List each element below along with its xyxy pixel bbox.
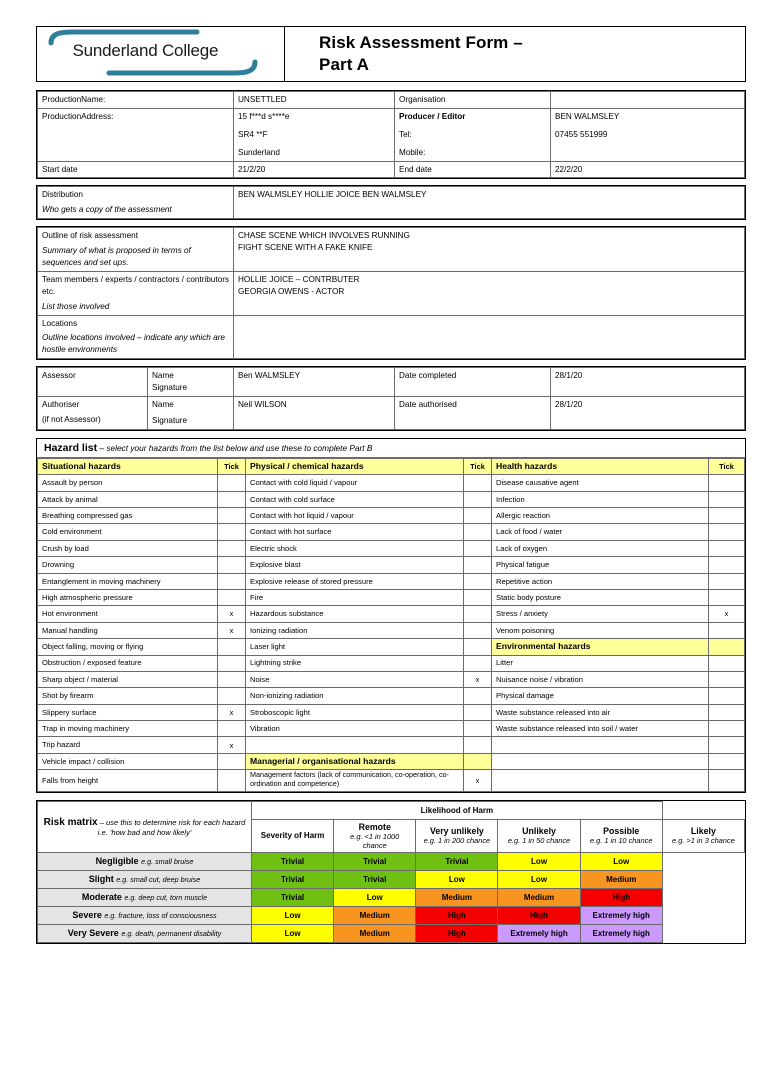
risk-matrix-cell: Medium [580, 870, 662, 888]
physical-hazard-tick[interactable] [464, 573, 492, 589]
col2-header: Physical / chemical hazards [246, 458, 464, 474]
health-hazard-name: Lack of food / water [492, 524, 709, 540]
likelihood-column-header [498, 819, 580, 852]
environmental-hazard-name: Waste substance released into soil / water [492, 721, 709, 737]
risk-matrix-row [38, 852, 745, 870]
team-line-1: HOLLIE JOICE – CONTRBUTER [238, 274, 360, 284]
outline-label-cell [38, 228, 234, 272]
physical-hazard-name: Contact with hot surface [246, 524, 464, 540]
production-address-value[interactable] [234, 108, 395, 161]
environmental-hazard-name: Litter [492, 655, 709, 671]
situational-hazard-tick[interactable] [218, 655, 246, 671]
table-row [38, 557, 745, 573]
mobile-value: 07455 551999 [555, 129, 608, 139]
risk-matrix-cell: Medium [334, 924, 416, 942]
table-row [38, 639, 745, 655]
situational-hazard-name: Cold environment [38, 524, 218, 540]
environmental-hazard-name: Waste substance released into air [492, 704, 709, 720]
situational-hazard-tick[interactable] [218, 671, 246, 687]
physical-hazard-name: Ionizing radiation [246, 622, 464, 638]
hazard-list-table [37, 458, 745, 792]
signoff-table [36, 366, 746, 431]
physical-hazard-name: Laser light [246, 639, 464, 655]
authoriser-name-label: Name [152, 400, 174, 410]
table-row [38, 368, 745, 397]
physical-hazard-tick[interactable] [464, 737, 492, 753]
table-row [38, 589, 745, 605]
physical-hazard-tick[interactable] [464, 589, 492, 605]
authoriser-name-signature-labels [148, 397, 234, 430]
situational-hazard-tick[interactable] [218, 507, 246, 523]
situational-hazard-tick[interactable] [218, 540, 246, 556]
table-row [38, 671, 745, 687]
health-hazard-tick[interactable] [709, 507, 745, 523]
table-row [38, 540, 745, 556]
risk-matrix-cell: Medium [416, 888, 498, 906]
team-label-cell [38, 271, 234, 315]
assessor-value[interactable]: Ben WALMSLEY [234, 368, 395, 397]
col1-header: Situational hazards [38, 458, 218, 474]
situational-hazard-tick[interactable] [218, 721, 246, 737]
likelihood-column-name: Possible [603, 826, 640, 837]
risk-matrix-title-cell [38, 801, 252, 852]
date-completed-value[interactable]: 28/1/20 [551, 368, 745, 397]
table-row [38, 770, 745, 791]
likelihood-column-name: Unlikely [522, 826, 556, 837]
risk-matrix-cell: High [498, 906, 580, 924]
hazard-header-row [38, 458, 745, 474]
risk-matrix-cell: High [416, 906, 498, 924]
form-header [36, 26, 746, 82]
risk-matrix-cell: Low [498, 870, 580, 888]
table-row [38, 737, 745, 753]
physical-hazard-name: Contact with cold surface [246, 491, 464, 507]
likelihood-column-example: e.g. 1 in 50 chance [507, 836, 571, 846]
hazard-list-heading-bold: Hazard list [44, 441, 98, 454]
health-hazard-tick[interactable] [709, 540, 745, 556]
severity-row-name: Very Severe [67, 928, 122, 939]
date-authorised-value[interactable]: 28/1/20 [551, 397, 745, 430]
environmental-hazards-header: Environmental hazards [492, 639, 709, 655]
situational-hazard-tick[interactable]: x [218, 737, 246, 753]
physical-hazard-name: Lightning strike [246, 655, 464, 671]
table-row [38, 108, 745, 161]
form-title-line1: Risk Assessment Form – [319, 32, 523, 52]
situational-hazard-name: High atmospheric pressure [38, 589, 218, 605]
environmental-hazard-tick[interactable] [709, 688, 745, 704]
managerial-hazard-tick[interactable]: x [464, 770, 492, 791]
risk-matrix-row [38, 888, 745, 906]
distribution-value[interactable]: BEN WALMSLEY HOLLIE JOICE BEN WALMSLEY [234, 187, 745, 219]
environmental-hazard-tick[interactable] [709, 704, 745, 720]
table-row [38, 475, 745, 491]
physical-hazard-tick[interactable] [464, 655, 492, 671]
risk-matrix-cell: Extremely high [498, 924, 580, 942]
table-row [38, 655, 745, 671]
likelihood-column-example: e.g. >1 in 3 chance [672, 836, 735, 846]
locations-value[interactable] [234, 315, 745, 359]
assessor-signature-label: Signature [152, 383, 188, 393]
severity-row-example: e.g. deep cut, torn muscle [124, 893, 208, 903]
risk-matrix-cell: Extremely high [580, 924, 662, 942]
empty-tick [709, 770, 745, 791]
risk-matrix-cell: Extremely high [580, 906, 662, 924]
team-label: Team members / experts / contractors / contributors etc. [42, 274, 230, 296]
outline-line-2: FIGHT SCENE WITH A FAKE KNIFE [238, 243, 373, 253]
health-hazard-tick[interactable] [709, 475, 745, 491]
likelihood-column-name: Remote [358, 821, 391, 832]
address-line-2: SR4 **F [238, 129, 268, 139]
table-row [38, 397, 745, 430]
physical-hazard-tick[interactable] [464, 622, 492, 638]
physical-hazard-tick[interactable] [464, 491, 492, 507]
distribution-sub: Who gets a copy of the assessment [42, 205, 172, 215]
production-name-label: ProductionName: [38, 92, 234, 109]
physical-hazard-name: Contact with hot liquid / vapour [246, 507, 464, 523]
physical-hazard-name [246, 737, 464, 753]
distribution-label: Distribution [42, 190, 83, 200]
likelihood-column-header [580, 819, 662, 852]
situational-hazard-name: Vehicle impact / collision [38, 753, 218, 769]
health-hazard-name: Allergic reaction [492, 507, 709, 523]
production-name-value[interactable]: UNSETTLED [234, 92, 395, 109]
form-title [285, 27, 745, 81]
likelihood-column-header [662, 819, 744, 852]
situational-hazard-name: Crush by load [38, 540, 218, 556]
risk-matrix-cell: Low [252, 906, 334, 924]
health-hazard-tick[interactable] [709, 491, 745, 507]
environmental-hazard-name: Nuisance noise / vibration [492, 671, 709, 687]
team-sub: List those involved [42, 301, 110, 311]
assessor-name-signature-labels [148, 368, 234, 397]
table-row [38, 721, 745, 737]
table-row [38, 315, 745, 359]
table-row [38, 271, 745, 315]
situational-hazard-tick[interactable]: x [218, 704, 246, 720]
likelihood-column-example: e.g. <1 in 1000 chance [350, 831, 400, 850]
environmental-hazard-tick[interactable] [709, 721, 745, 737]
severity-row-header [38, 906, 252, 924]
risk-matrix-cell: Low [498, 852, 580, 870]
situational-hazard-tick[interactable] [218, 573, 246, 589]
health-hazard-tick[interactable] [709, 524, 745, 540]
table-row [38, 491, 745, 507]
managerial-hazards-header: Managerial / organisational hazards [246, 753, 464, 769]
outline-line-1: CHASE SCENE WHICH INVOLVES RUNNING [238, 231, 410, 241]
situational-hazard-tick[interactable] [218, 524, 246, 540]
physical-hazard-tick[interactable] [464, 557, 492, 573]
assessor-name-label: Name [152, 371, 174, 381]
physical-hazard-tick[interactable] [464, 507, 492, 523]
college-logo [37, 27, 285, 81]
risk-matrix-table [37, 801, 745, 943]
situational-hazard-name: Manual handling [38, 622, 218, 638]
physical-hazard-name: Electric shock [246, 540, 464, 556]
physical-hazard-tick[interactable] [464, 639, 492, 655]
severity-row-name: Slight [88, 874, 117, 885]
physical-hazard-name: Explosive release of stored pressure [246, 573, 464, 589]
production-address-label: ProductionAddress: [38, 108, 234, 161]
environmental-hazard-name: Physical damage [492, 688, 709, 704]
physical-hazard-tick[interactable] [464, 524, 492, 540]
physical-hazard-name: Stroboscopic light [246, 704, 464, 720]
risk-matrix-title-italic: – use this to determine risk for each hazard i.e. 'how bad and how likely' [97, 817, 246, 837]
risk-matrix-section [36, 800, 746, 944]
situational-hazard-tick[interactable] [218, 475, 246, 491]
hazard-list-heading-italic: – select your hazards from the list below and use these to complete Part B [97, 442, 373, 453]
risk-matrix-cell: Trivial [334, 852, 416, 870]
risk-matrix-cell: Trivial [252, 870, 334, 888]
start-date-value[interactable]: 21/2/20 [234, 161, 395, 178]
situational-hazard-tick[interactable] [218, 688, 246, 704]
risk-matrix-cell: Trivial [334, 870, 416, 888]
physical-hazard-tick[interactable] [464, 475, 492, 491]
risk-matrix-row [38, 924, 745, 942]
producer-contact-labels [395, 108, 551, 161]
risk-matrix-title-bold: Risk matrix [43, 816, 98, 828]
health-hazard-tick[interactable]: x [709, 606, 745, 622]
severity-row-name: Negligible [95, 856, 142, 867]
health-hazard-name: Stress / anxiety [492, 606, 709, 622]
hazard-list-heading [37, 439, 745, 458]
situational-hazard-tick[interactable] [218, 589, 246, 605]
table-row [38, 606, 745, 622]
empty-cell [492, 770, 709, 791]
physical-hazard-name: Hazardous substance [246, 606, 464, 622]
authoriser-value[interactable]: Neil WILSON [234, 397, 395, 430]
health-hazard-tick[interactable] [709, 622, 745, 638]
health-hazard-name: Physical fatigue [492, 557, 709, 573]
outline-value[interactable] [234, 228, 745, 272]
authoriser-label-cell [38, 397, 148, 430]
severity-row-example: e.g. fracture, loss of consciousness [104, 911, 217, 921]
table-row [38, 801, 745, 819]
situational-hazard-name: Assault by person [38, 475, 218, 491]
tel-label: Tel: [399, 129, 412, 139]
production-info-table [36, 90, 746, 179]
severity-row-header [38, 888, 252, 906]
risk-matrix-row [38, 906, 745, 924]
risk-matrix-cell: Medium [498, 888, 580, 906]
situational-hazard-tick[interactable]: x [218, 622, 246, 638]
situational-hazard-name: Hot environment [38, 606, 218, 622]
situational-hazard-name: Trap in moving machinery [38, 721, 218, 737]
authoriser-signature-label: Signature [152, 415, 188, 425]
severity-row-name: Moderate [81, 892, 125, 903]
table-row [38, 161, 745, 178]
health-hazard-name: Infection [492, 491, 709, 507]
risk-matrix-cell: Low [416, 870, 498, 888]
address-line-1: 15 f***d s****e [238, 111, 290, 121]
physical-hazard-tick[interactable]: x [464, 671, 492, 687]
likelihood-header: Likelihood of Harm [252, 801, 663, 819]
situational-hazard-name: Attack by animal [38, 491, 218, 507]
situational-hazard-tick[interactable] [218, 639, 246, 655]
risk-matrix-cell: Low [580, 852, 662, 870]
outline-team-locations-table [36, 226, 746, 360]
locations-label: Locations [42, 318, 78, 328]
end-date-label: End date [395, 161, 551, 178]
assessor-label: Assessor [38, 368, 148, 397]
tick-header-3: Tick [709, 458, 745, 474]
physical-hazard-name: Vibration [246, 721, 464, 737]
end-date-value[interactable]: 22/2/20 [551, 161, 745, 178]
environmental-hazard-tick[interactable] [709, 671, 745, 687]
authoriser-label: Authoriser [42, 400, 80, 410]
distribution-label-cell [38, 187, 234, 219]
health-hazard-name: Venom poisoning [492, 622, 709, 638]
empty-cell [492, 737, 709, 753]
empty-tick [709, 737, 745, 753]
hazard-list-section [36, 438, 746, 793]
situational-hazard-tick[interactable] [218, 770, 246, 791]
assessment-details-table [36, 185, 746, 220]
physical-hazard-name: Noise [246, 671, 464, 687]
health-hazard-name: Repetitive action [492, 573, 709, 589]
managerial-hazard-name: Management factors (lack of communication, co-operation, co-ordination and competence) [246, 770, 464, 791]
table-row [38, 92, 745, 109]
likelihood-column-header [416, 819, 498, 852]
table-row [38, 622, 745, 638]
table-row [38, 688, 745, 704]
address-line-3: Sunderland [238, 147, 280, 157]
situational-hazard-tick[interactable] [218, 753, 246, 769]
severity-row-example: e.g. small bruise [141, 857, 194, 867]
likelihood-column-header [334, 819, 416, 852]
severity-row-example: e.g. small cut, deep bruise [116, 875, 201, 885]
mobile-label: Mobile: [399, 147, 426, 157]
situational-hazard-tick[interactable] [218, 557, 246, 573]
team-line-2: GEORGIA OWENS - ACTOR [238, 286, 345, 296]
table-row [38, 704, 745, 720]
logo-text: Sunderland College [72, 41, 219, 60]
producer-contact-values[interactable] [551, 108, 745, 161]
table-row [38, 187, 745, 219]
physical-hazard-tick[interactable] [464, 540, 492, 556]
health-hazard-tick[interactable] [709, 573, 745, 589]
severity-row-example: e.g. death, permanent disability [121, 929, 222, 939]
risk-matrix-cell: High [580, 888, 662, 906]
col3-header: Health hazards [492, 458, 709, 474]
risk-matrix-cell: Trivial [252, 888, 334, 906]
physical-hazard-name: Explosive blast [246, 557, 464, 573]
situational-hazard-name: Shot by firearm [38, 688, 218, 704]
health-hazard-tick[interactable] [709, 589, 745, 605]
physical-hazard-tick[interactable] [464, 688, 492, 704]
severity-row-header [38, 870, 252, 888]
tick-header-2: Tick [464, 458, 492, 474]
likelihood-column-name: Very unlikely [429, 826, 484, 837]
physical-hazard-name: Non-ionizing radiation [246, 688, 464, 704]
table-row [38, 524, 745, 540]
risk-matrix-cell: High [416, 924, 498, 942]
table-row [38, 753, 745, 769]
authoriser-sub: (if not Assessor) [42, 414, 101, 424]
outline-sub: Summary of what is proposed in terms of sequences and set ups. [42, 246, 191, 268]
empty-cell [492, 753, 709, 769]
situational-hazard-name: Falls from height [38, 770, 218, 791]
situational-hazard-name: Sharp object / material [38, 671, 218, 687]
risk-matrix-cell: Trivial [416, 852, 498, 870]
locations-label-cell [38, 315, 234, 359]
table-row [38, 228, 745, 272]
situational-hazard-name: Drowning [38, 557, 218, 573]
empty-tick [709, 753, 745, 769]
severity-of-harm-header: Severity of Harm [252, 819, 334, 852]
situational-hazard-name: Obstruction / exposed feature [38, 655, 218, 671]
risk-matrix-cell: Low [334, 888, 416, 906]
outline-label: Outline of risk assessment [42, 231, 139, 241]
team-value[interactable] [234, 271, 745, 315]
severity-row-header [38, 852, 252, 870]
physical-hazard-tick[interactable] [464, 721, 492, 737]
situational-hazard-name: Breathing compressed gas [38, 507, 218, 523]
likelihood-column-example: e.g. 1 in 200 chance [423, 836, 491, 846]
physical-hazard-tick[interactable] [464, 704, 492, 720]
form-title-line2: Part A [319, 55, 370, 74]
table-row [38, 573, 745, 589]
risk-matrix-cell: Low [252, 924, 334, 942]
situational-hazard-name: Entanglement in moving machinery [38, 573, 218, 589]
situational-hazard-tick[interactable]: x [218, 606, 246, 622]
date-completed-label: Date completed [395, 368, 551, 397]
environmental-hazard-tick[interactable] [709, 655, 745, 671]
risk-matrix-cell: Trivial [252, 852, 334, 870]
table-row [38, 507, 745, 523]
health-hazard-tick[interactable] [709, 557, 745, 573]
date-authorised-label: Date authorised [395, 397, 551, 430]
environmental-tick-header [709, 639, 745, 655]
likelihood-column-name: Likely [690, 826, 716, 837]
managerial-tick-header [464, 753, 492, 769]
likelihood-column-example: e.g. 1 in 10 chance [589, 836, 653, 846]
risk-matrix-cell: Medium [334, 906, 416, 924]
producer-label: Producer / Editor [399, 111, 466, 121]
severity-row-header [38, 924, 252, 942]
physical-hazard-name: Contact with cold liquid / vapour [246, 475, 464, 491]
situational-hazard-name: Object falling, moving or flying [38, 639, 218, 655]
tick-header-1: Tick [218, 458, 246, 474]
physical-hazard-tick[interactable] [464, 606, 492, 622]
situational-hazard-tick[interactable] [218, 491, 246, 507]
health-hazard-name: Disease causative agent [492, 475, 709, 491]
risk-matrix-row [38, 870, 745, 888]
organisation-value[interactable] [551, 92, 745, 109]
health-hazard-name: Static body posture [492, 589, 709, 605]
locations-sub: Outline locations involved – indicate any which are hostile environments [42, 333, 225, 355]
situational-hazard-name: Slippery surface [38, 704, 218, 720]
physical-hazard-name: Fire [246, 589, 464, 605]
organisation-label: Organisation [395, 92, 551, 109]
producer-value: BEN WALMSLEY [555, 111, 620, 121]
severity-row-name: Severe [72, 910, 105, 921]
situational-hazard-name: Trip hazard [38, 737, 218, 753]
start-date-label: Start date [38, 161, 234, 178]
health-hazard-name: Lack of oxygen [492, 540, 709, 556]
